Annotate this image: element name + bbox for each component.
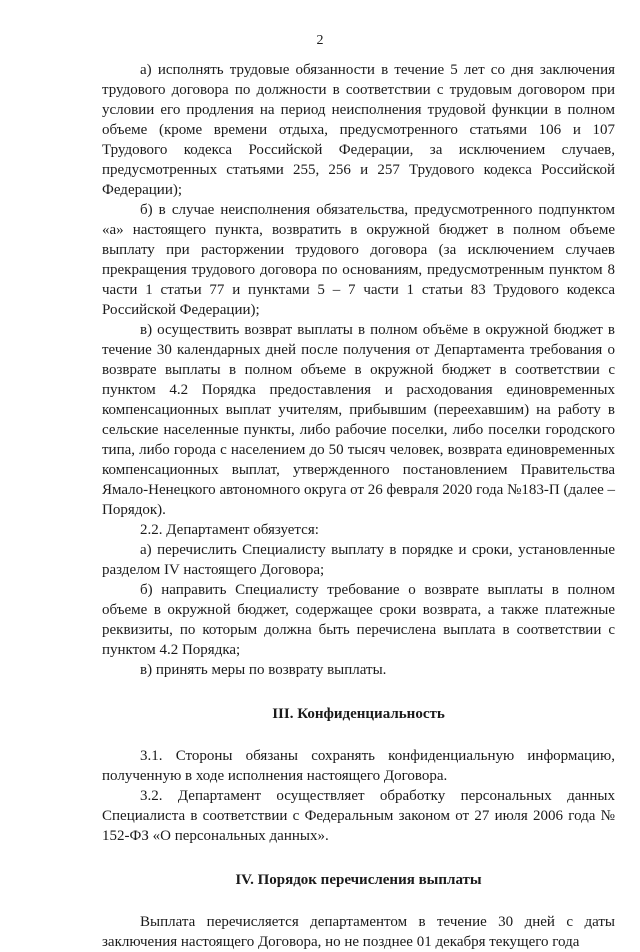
paragraph-obligation-v: в) осуществить возврат выплаты в полном объёме в окружной бюджет в течение 30 календарных дней после получения от Департамента требования о возврате выплаты в полном объеме в окружной бюджет в соответствии с пунктом 4.2 Порядка предоставления и расходования единовременных компенсационных выплат учителям, прибывшим (переехавшим) на работу в сельские населенные пункты, либо рабочие поселки, либо поселки городского типа, либо города с населением до 50 тысяч человек, возврата единовременных компенсационных выплат, утвержденного постановлением Правительства Ямало-Ненецкого автономного округа от 26 февраля 2020 года №183-П (далее – Порядок). <box>102 322 615 518</box>
paragraph-obligation-b: б) в случае неисполнения обязательства, предусмотренного подпунктом «а» настоящего пункта, возвратить в окружной бюджет в полном объеме выплату при расторжении трудового договора (за исключением случаев прекращения трудового договора по основаниям, предусмотренным пунктом 8 части 1 статьи 77 и пунктами 5 – 7 части 1 статьи 83 Трудового кодекса Российской Федерации); <box>102 202 615 318</box>
paragraph-obligation-a: а) исполнять трудовые обязанности в течение 5 лет со дня заключения трудового договора по должности в соответствии с трудовым договором при условии его продления на период неисполнения трудовой функции в полном объеме (кроме времени отдыха, предусмотренного статьями 106 и 107 Трудового кодекса Российской Федерации, за исключением случаев, предусмотренных статьями 255, 256 и 257 Трудового кодекса Российской Федерации); <box>102 62 615 198</box>
paragraph-clause-2-2: 2.2. Департамент обязуется: <box>140 522 319 538</box>
paragraph-department-a: а) перечислить Специалисту выплату в порядке и сроки, установленные разделом IV настоящего Договора; <box>102 542 615 578</box>
paragraph-department-v: в) принять меры по возврату выплаты. <box>140 662 387 678</box>
paragraph-clause-3-2: 3.2. Департамент осуществляет обработку персональных данных Специалиста в соответствии с Федеральным законом от 27 июля 2006 года № 152-ФЗ «О персональных данных». <box>102 788 615 844</box>
paragraph-payment: Выплата перечисляется департаментом в течение 30 дней с даты заключения настоящего Договора, но не позднее 01 декабря текущего года <box>102 914 615 950</box>
section-heading-confidentiality: III. Конфиденциальность <box>272 706 445 722</box>
document-body <box>102 60 615 952</box>
paragraph-clause-3-1: 3.1. Стороны обязаны сохранять конфиденциальную информацию, полученную в ходе исполнения настоящего Договора. <box>102 748 615 784</box>
section-heading-payment-procedure: IV. Порядок перечисления выплаты <box>235 872 482 888</box>
page-number: 2 <box>316 33 324 48</box>
paragraph-department-b: б) направить Специалисту требование о возврате выплаты в полном объеме в окружной бюджет, содержащее сроки возврата, а также платежные реквизиты, по которым должна быть перечислена выплата в соответствии с пунктом 4.2 Порядка; <box>102 582 615 658</box>
